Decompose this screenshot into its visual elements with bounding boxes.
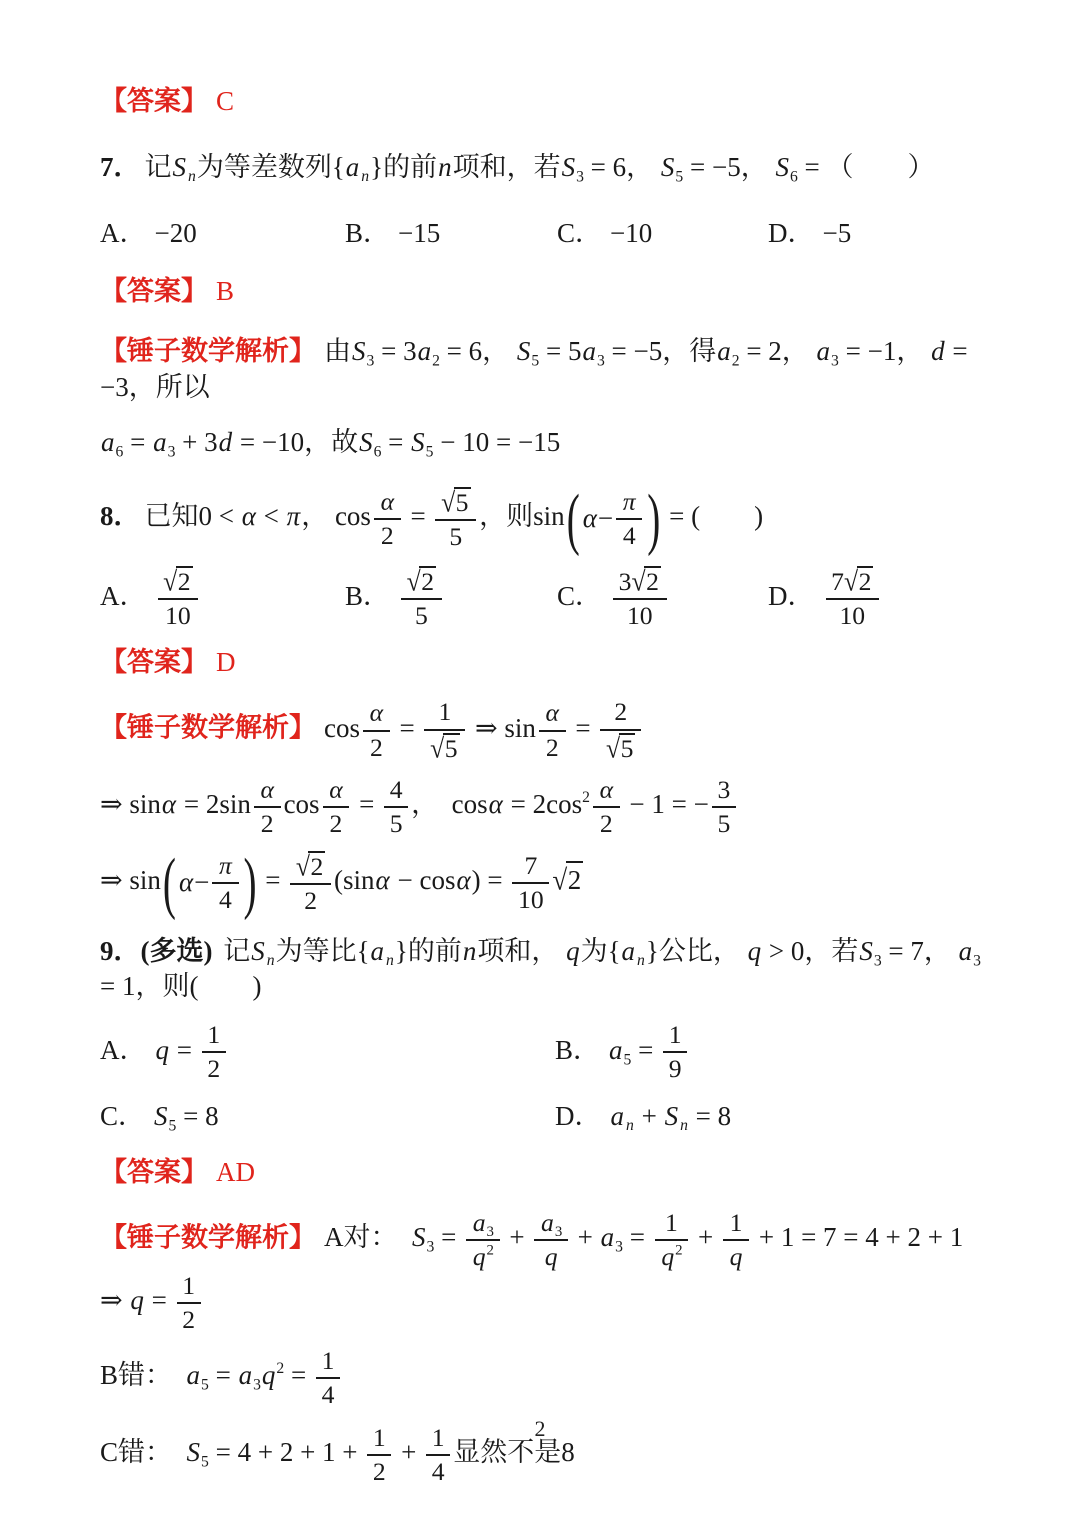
q7-option-a	[100, 211, 345, 250]
option-math: $\frac{3√2}{10}$	[610, 581, 670, 611]
option-label: B．	[345, 580, 391, 611]
answer-value-q8: D	[216, 646, 236, 677]
q8-option-d	[768, 566, 990, 631]
q7-option-c	[557, 211, 768, 250]
option-math: −20	[154, 218, 197, 249]
option-math: $a_5$ = $\frac{1}{9}$	[608, 1035, 690, 1065]
option-label: C．	[100, 1100, 146, 1131]
answer-line-q7	[100, 274, 990, 310]
option-math: a $_n$ + S $_n$ = 8	[610, 1100, 732, 1135]
q7-analysis-math-2: $a_6 = a_3 + 3d = -10$，故$S_6 = S_5 - 10 = -15$	[101, 427, 561, 461]
option-math: −15	[398, 218, 441, 249]
answer-line-q9	[100, 1155, 990, 1191]
option-math: −5	[822, 218, 852, 249]
q8-stem-line	[100, 481, 990, 557]
q7-options-row	[100, 211, 990, 250]
option-math: −10	[610, 218, 653, 249]
q7-option-d	[768, 211, 990, 250]
option-math: $S_5 = 8$	[154, 1100, 219, 1135]
q9-number: 9．(多选)	[100, 935, 220, 966]
q8-option-b	[345, 566, 557, 631]
option-label: B．	[555, 1034, 601, 1065]
q7-stem-line	[100, 150, 990, 186]
option-label: D．	[555, 1100, 602, 1131]
q8-analysis-line-3	[100, 845, 990, 921]
q8-analysis-math-1: cos $\frac{\alpha}{2}$ = $\frac{1}{√5}$ ⇒ sin $\frac{\alpha}{2}$ = $\frac{2}{√5}$	[324, 713, 644, 743]
option-math: $\frac{√2}{5}$	[398, 581, 445, 611]
q9-analysis-line-2	[100, 1347, 990, 1410]
q9-analysis-math-3: C错： $S_5 = 4 + 2 + 1$ + $\frac{1}{2}$ + $\frac{1}{4}$ 显然不是8	[100, 1422, 575, 1486]
option-label: A．	[100, 580, 147, 611]
q8-analysis-line-2	[100, 776, 990, 839]
q9-stem-math: 记S $_n$为等比{a $_n$}的前n项和， q为{a $_n$}公比， q > 0，若$S_3 = 7$， $a_3 = 1$，则( )	[100, 935, 981, 1002]
q9-analysis-math-2: B错： $a_5 = a_3q^2$ = $\frac{1}{4}$	[100, 1360, 343, 1390]
option-label: A．	[100, 1034, 147, 1065]
q7-analysis-line-2	[100, 425, 990, 461]
option-label: C．	[557, 580, 603, 611]
option-math: q = $\frac{1}{2}$	[155, 1035, 229, 1065]
answer-label: 【答案】	[100, 276, 208, 307]
option-label: B．	[345, 218, 391, 249]
q8-analysis-math-3: ⇒ sin ( α − $\frac{\pi}{4}$ ) = $\frac{√2}{2}$ (sinα − cosα) = $\frac{7}{10}$ √2	[100, 865, 583, 895]
answer-value-q6: C	[216, 86, 235, 116]
answer-label: 【答案】	[100, 86, 208, 116]
q7-analysis-line-1	[100, 334, 990, 405]
option-label: A．	[100, 218, 147, 249]
q9-options-row-2	[100, 1094, 990, 1133]
option-label: D．	[768, 580, 815, 611]
q9-option-b	[555, 1021, 990, 1084]
q9-options-row-1	[100, 1021, 990, 1084]
q8-option-c	[557, 566, 768, 631]
answer-label: 【答案】	[100, 1156, 208, 1187]
q8-options-row	[100, 566, 990, 631]
page-number: 2	[534, 1416, 546, 1441]
q8-analysis-line-1	[100, 698, 990, 763]
q9-analysis-line-1	[100, 1209, 990, 1335]
analysis-label: 【锤子数学解析】	[100, 335, 316, 366]
option-label: D．	[768, 218, 815, 249]
analysis-label: 【锤子数学解析】	[100, 1222, 316, 1253]
q8-analysis-math-2: ⇒ sinα = 2sin $\frac{\alpha}{2}$ cos $\frac{\alpha}{2}$ = $\frac{4}{5}$ ， $\cos\alpha = 2\cos^2$ $\frac{\alpha}{2}$ − 1 = − $\frac{3}{5}$	[100, 789, 739, 819]
q9-option-a	[100, 1021, 555, 1084]
q9-analysis-math-1: A对： $S_3$ = $\frac{a_3}{q^2}$ + $\frac{a_3}{q}$ + $a_3$ = $\frac{1}{q^2}$ + $\frac{1}{q}$ + 1 = 7 = 4 + 2 + 1 ⇒ q = $\frac{1}{2}$	[100, 1207, 964, 1334]
q9-option-c	[100, 1094, 555, 1133]
q7-number: 7．	[100, 151, 141, 182]
analysis-label: 【锤子数学解析】	[100, 713, 316, 744]
q9-option-d	[555, 1094, 990, 1133]
option-math: $\frac{√2}{10}$	[155, 581, 202, 611]
q8-option-a	[100, 566, 345, 631]
q7-option-b	[345, 211, 557, 250]
answer-value-q7: B	[216, 276, 235, 307]
answer-line-q6	[100, 84, 990, 120]
answer-label: 【答案】	[100, 646, 208, 677]
option-label: C．	[557, 218, 603, 249]
q8-number: 8．	[100, 501, 141, 532]
answer-value-q9: AD	[216, 1156, 255, 1187]
q7-analysis-math-1: 由$S_3 = 3a_2 = 6$， $S_5 = 5a_3 = -5$，得$a_2 = 2$， $a_3 = -1$， d = −3，所以	[100, 335, 968, 402]
q8-stem-math: 已知0 < α < π， cos $\frac{\alpha}{2}$ = $\frac{√5}{5}$ ，则sin ( α − $\frac{\pi}{4}$ ) = ( )	[144, 481, 764, 557]
q9-stem-line	[100, 934, 990, 1005]
option-math: $\frac{7√2}{10}$	[823, 581, 883, 611]
q7-stem-math: 记S $_n$为等差数列{a $_n$}的前n项和，若$S_3 = 6$， $S_5 = -5$， $S_6$ = （ ）	[144, 151, 935, 186]
answer-line-q8	[100, 645, 990, 681]
